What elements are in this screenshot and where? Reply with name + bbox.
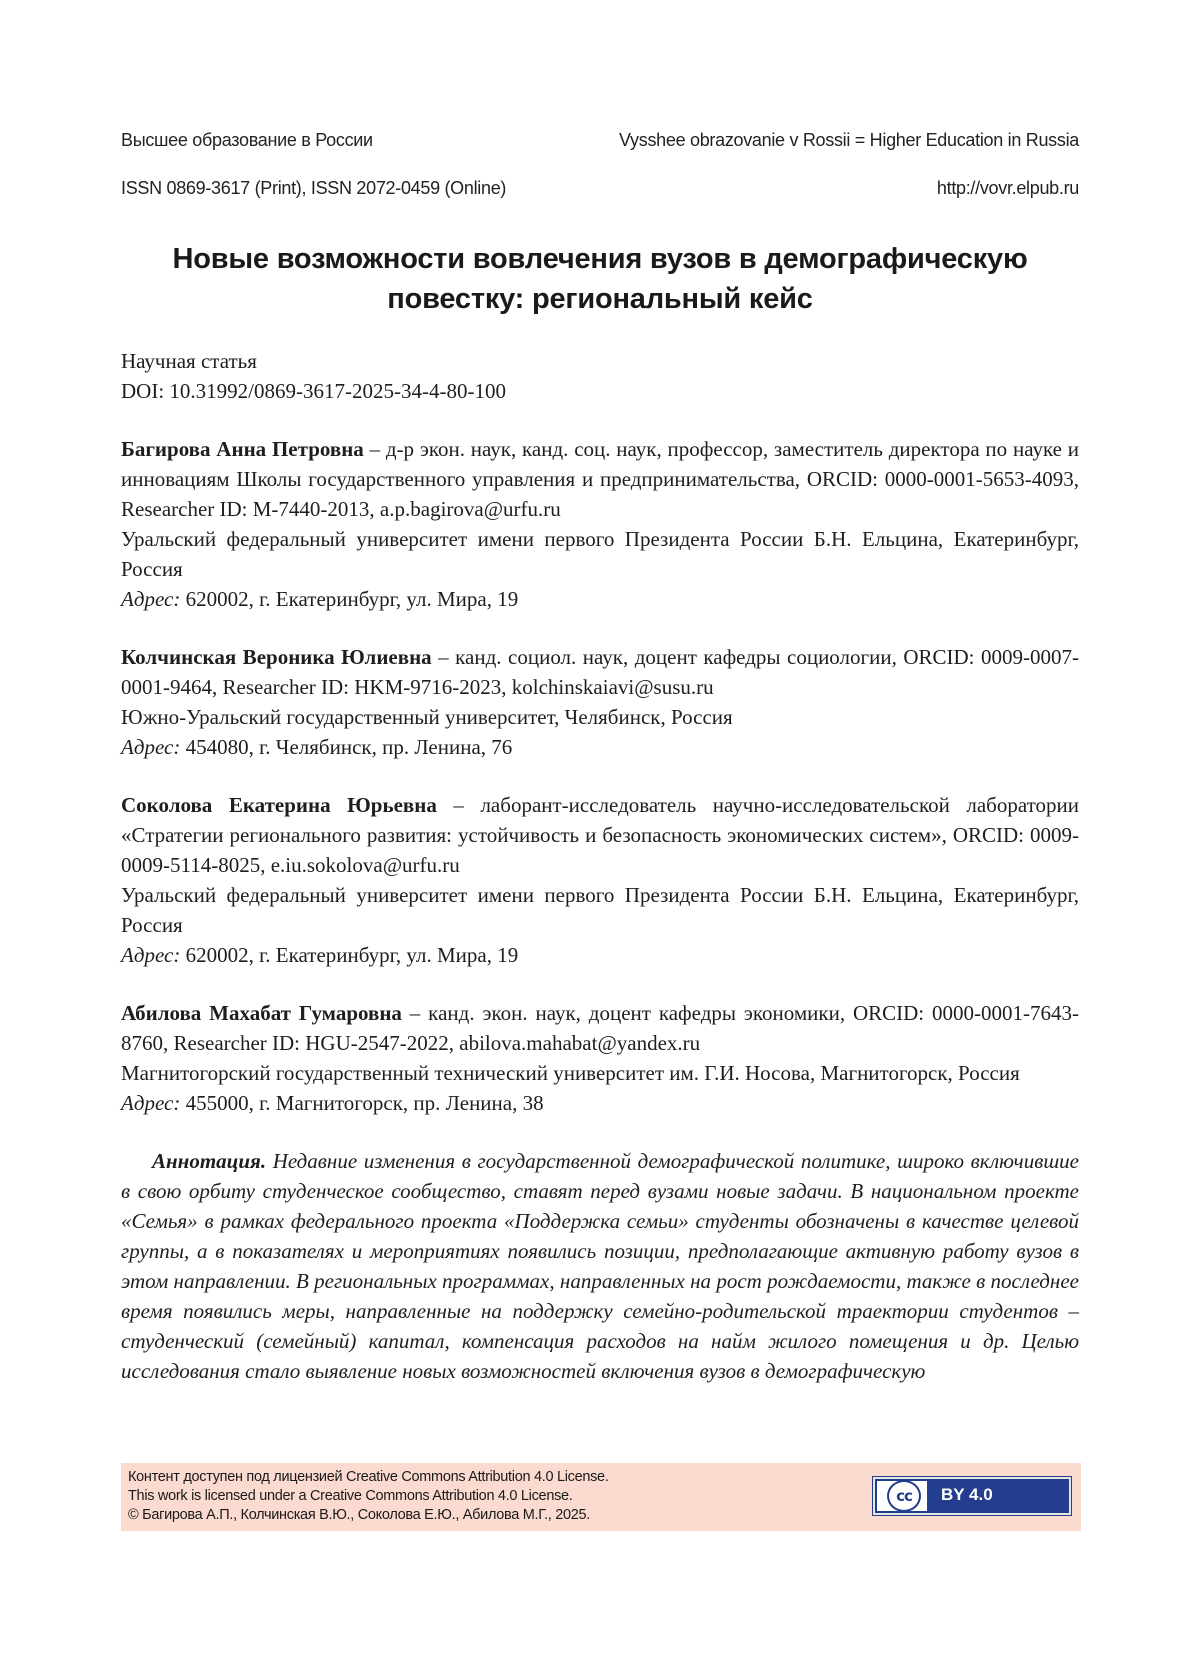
title-line-2: повестку: региональный кейс (387, 283, 813, 315)
author-entry (121, 998, 1079, 1058)
journal-title-ru: Высшее образование в России (121, 130, 373, 150)
article-title (121, 239, 1079, 319)
address-label: Адрес: (121, 943, 181, 967)
issn: ISSN 0869-3617 (Print), ISSN 2072-0459 (Online) (121, 178, 507, 198)
article-doi: DOI: 10.31992/0869-3617-2025-34-4-80-100 (121, 379, 506, 403)
author-details: – канд. социол. наук, доцент кафедры социологии, ORCID: 0009-0007-0001-9464, Researcher ID: HKM-9716-2023, kolchinskaiavi@susu.ru (121, 645, 1079, 699)
cc-by-label: BY 4.0 (941, 1485, 993, 1504)
license-box (121, 1463, 1081, 1531)
author-name: Соколова Екатерина Юрьевна (121, 793, 437, 817)
author-affiliation: Уральский федеральный университет имени первого Президента России Б.Н. Ельцина, Екатеринбург, Россия (121, 527, 1079, 581)
author-name: Багирова Анна Петровна (121, 437, 364, 461)
author-details: – д-р экон. наук, канд. соц. наук, профессор, заместитель директора по науке и инновациям Школы государственного управления и предпринимательства, ORCID: 0000-0001-5653-4093, Researcher ID: M-7440-2013, a.p.bagirova@urfu.ru (121, 437, 1079, 521)
abstract-text: Недавние изменения в государственной демографической политике, широко включившие в свою орбиту студенческое сообщество, ставят перед вузами новые задачи. В национальном проекте «Семья» в рамках федерального проекта «Поддержка семьи» студенты обозначены в качестве целевой группы, а в показателях и мероприятиях появились позиции, предполагающие активную работу вузов в этом направлении. В региональных программах, направленных на рост рождаемости, также в последнее время появились меры, направленные на поддержку семейно-родительской траектории студентов – студенческий (семейный) капитал, компенсация расходов на найм жилого помещения и др. Целью исследования стало выявление новых возможностей включения вузов в демографическую (121, 1149, 1079, 1383)
author-affiliation: Уральский федеральный университет имени первого Президента России Б.Н. Ельцина, Екатеринбург, Россия (121, 883, 1079, 937)
creative-commons-icon: cc (887, 1480, 921, 1512)
address-value: 455000, г. Магнитогорск, пр. Ленина, 38 (180, 1091, 544, 1115)
journal-url: http://vovr.elpub.ru (936, 178, 1079, 198)
cc-by-badge[interactable] (873, 1477, 1071, 1515)
article-body (121, 346, 1079, 1386)
author-entry (121, 434, 1079, 524)
abstract-label: Аннотация. (152, 1149, 267, 1173)
author-entry (121, 790, 1079, 880)
running-header (121, 130, 1079, 151)
license-line-ru: Контент доступен под лицензией Creative Commons Attribution 4.0 License. (128, 1469, 609, 1485)
address-value: 620002, г. Екатеринбург, ул. Мира, 19 (180, 943, 519, 967)
license-text (128, 1468, 609, 1525)
license-line-en: This work is licensed under a Creative Commons Attribution 4.0 License. (128, 1488, 573, 1504)
abstract (121, 1146, 1079, 1386)
author-details: – лаборант-исследователь научно-исследовательской лаборатории «Стратегии регионального развития: устойчивость и безопасность экономических систем», ORCID: 0009-0009-5114-8025, e.iu.sokolova@urfu.ru (121, 793, 1079, 877)
author-affiliation: Южно-Уральский государственный университет, Челябинск, Россия (121, 705, 733, 729)
address-label: Адрес: (121, 587, 181, 611)
copyright-line: © Багирова А.П., Колчинская В.Ю., Соколова Е.Ю., Абилова М.Г., 2025. (128, 1507, 591, 1523)
author-address (121, 1088, 1079, 1118)
author-entry (121, 642, 1079, 702)
address-label: Адрес: (121, 735, 181, 759)
title-line-1: Новые возможности вовлечения вузов в демографическую (172, 243, 1028, 275)
author-address (121, 584, 1079, 614)
address-value: 620002, г. Екатеринбург, ул. Мира, 19 (180, 587, 519, 611)
article-type: Научная статья (121, 349, 257, 373)
journal-title-en: Vysshee obrazovanie v Rossii = Higher Education in Russia (619, 130, 1079, 150)
author-address (121, 940, 1079, 970)
address-value: 454080, г. Челябинск, пр. Ленина, 76 (180, 735, 513, 759)
author-details: – канд. экон. наук, доцент кафедры экономики, ORCID: 0000-0001-7643-8760, Researcher ID: HGU-2547-2022, abilova.mahabat@yandex.ru (121, 1001, 1079, 1055)
author-affiliation: Магнитогорский государственный технический университет им. Г.И. Носова, Магнитогорск, Россия (121, 1061, 1020, 1085)
author-name: Колчинская Вероника Юлиевна (121, 645, 432, 669)
author-address (121, 732, 1079, 762)
address-label: Адрес: (121, 1091, 181, 1115)
issn-header (121, 178, 1079, 199)
author-name: Абилова Махабат Гумаровна (121, 1001, 402, 1025)
